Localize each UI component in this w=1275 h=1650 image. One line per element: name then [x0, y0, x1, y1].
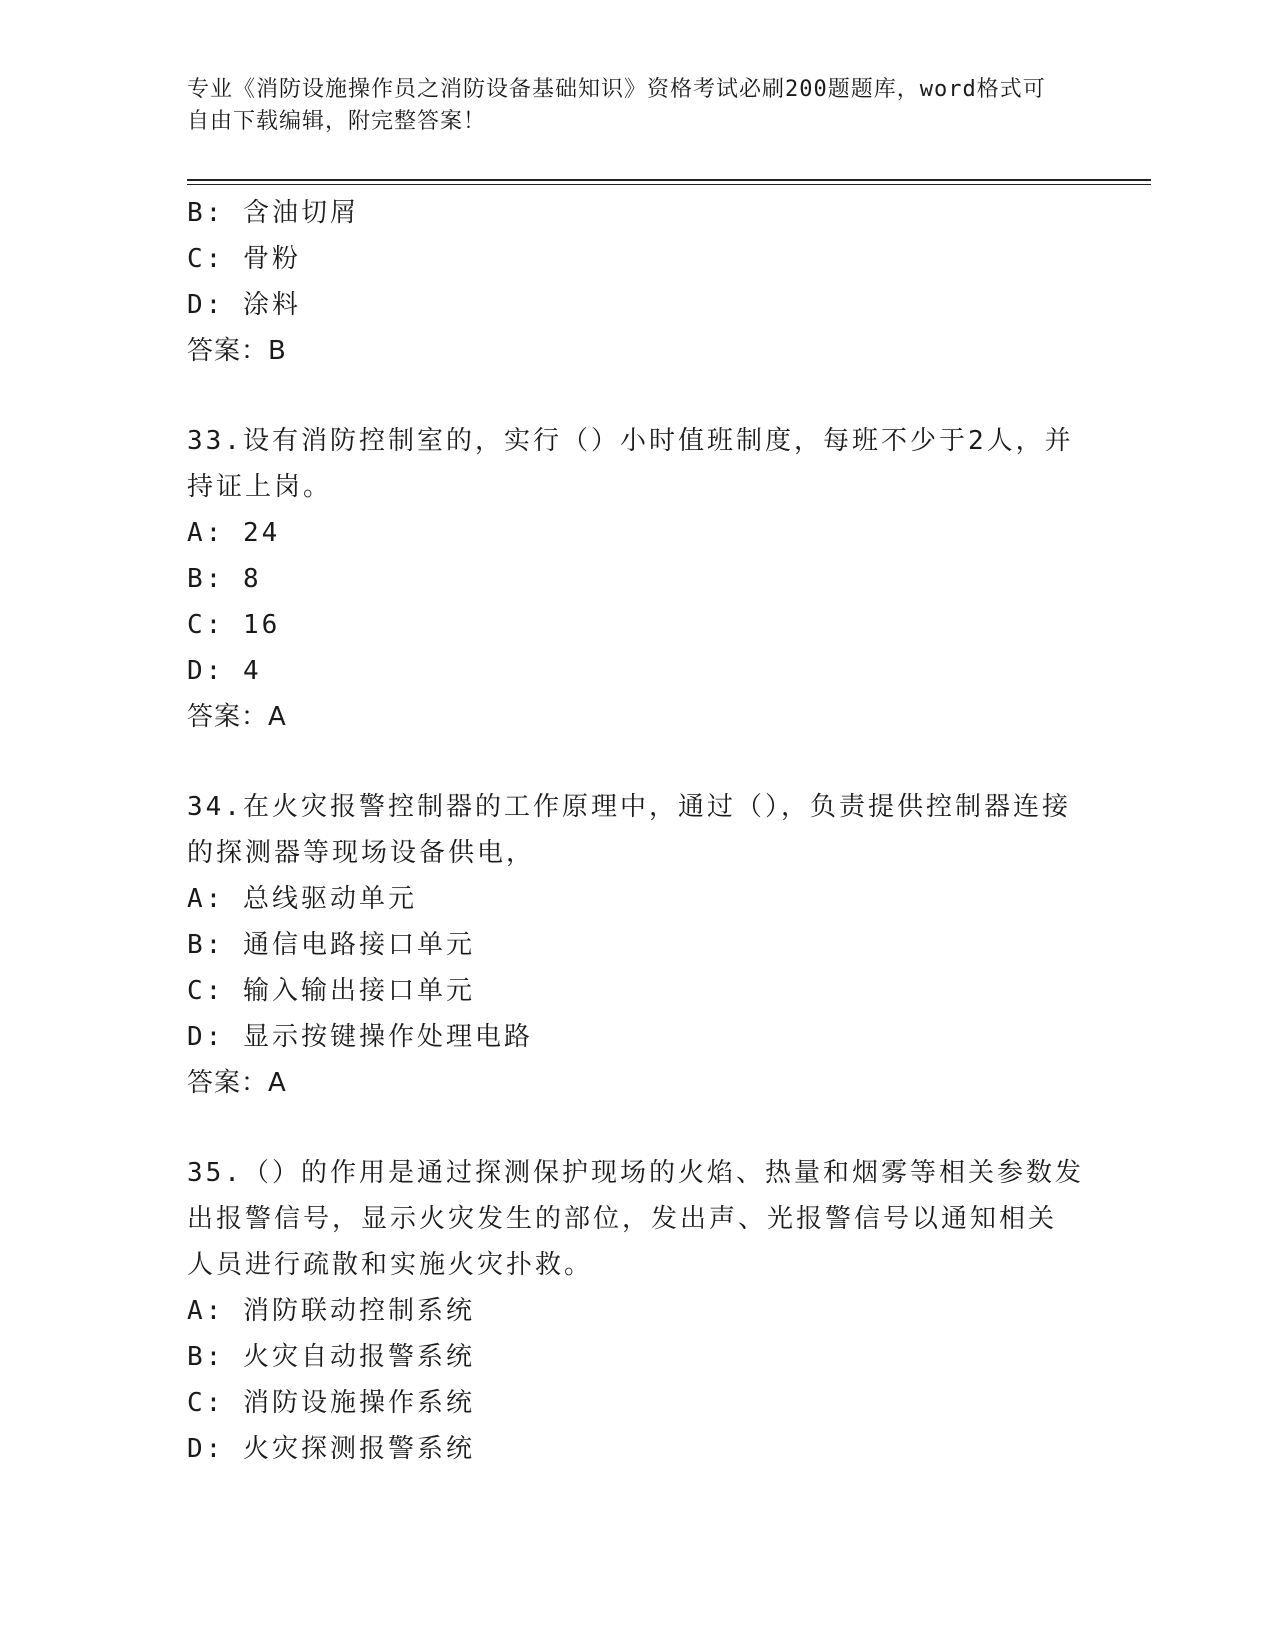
question-35: [187, 1150, 1084, 1472]
option-d: D: 火灾探测报警系统: [187, 1434, 475, 1464]
header-divider-thin: [187, 184, 1151, 185]
option-d: D: 4: [187, 656, 262, 686]
header-divider-thick: [187, 179, 1151, 181]
prev-question: [187, 190, 1087, 374]
document-header: 专业《消防设施操作员之消防设备基础知识》资格考试必刷200题题库，word格式可自由下载编辑，附完整答案！: [187, 77, 1046, 134]
option-a: A: 24: [187, 518, 281, 548]
option-c: C: 16: [187, 610, 281, 640]
option-c: C: 消防设施操作系统: [187, 1388, 475, 1418]
question-33: [187, 418, 1074, 740]
question-text-cont: 持证上岗。: [187, 472, 333, 502]
option-a: A: 总线驱动单元: [187, 884, 417, 914]
answer-line: 答案：B: [187, 336, 287, 366]
question-34: [187, 784, 1071, 1106]
option-a: A: 消防联动控制系统: [187, 1296, 475, 1326]
option-b: B: 通信电路接口单元: [187, 930, 475, 960]
question-text: 35.（）的作用是通过探测保护现场的火焰、热量和烟雾等相关参数发: [187, 1158, 1084, 1188]
option-b: B: 火灾自动报警系统: [187, 1342, 475, 1372]
option-d: D: 显示按键操作处理电路: [187, 1022, 533, 1052]
option-d: D: 涂料: [187, 290, 301, 320]
question-text: 34.在火灾报警控制器的工作原理中，通过（），负责提供控制器连接: [187, 792, 1071, 822]
option-b: B: 含油切屑: [187, 198, 359, 228]
option-b: B: 8: [187, 564, 262, 594]
question-text-cont: 的探测器等现场设备供电，: [187, 838, 536, 868]
question-text-cont: 出报警信号，显示火灾发生的部位，发出声、光报警信号以通知相关: [187, 1204, 1058, 1234]
question-content: [187, 190, 1087, 1472]
question-text-cont-2: 人员进行疏散和实施火灾扑救。: [187, 1250, 594, 1280]
question-text: 33.设有消防控制室的，实行（）小时值班制度，每班不少于2人，并: [187, 426, 1074, 456]
answer-line: 答案：A: [187, 1068, 287, 1098]
answer-line: 答案：A: [187, 702, 287, 732]
option-c: C: 骨粉: [187, 244, 301, 274]
option-c: C: 输入输出接口单元: [187, 976, 475, 1006]
